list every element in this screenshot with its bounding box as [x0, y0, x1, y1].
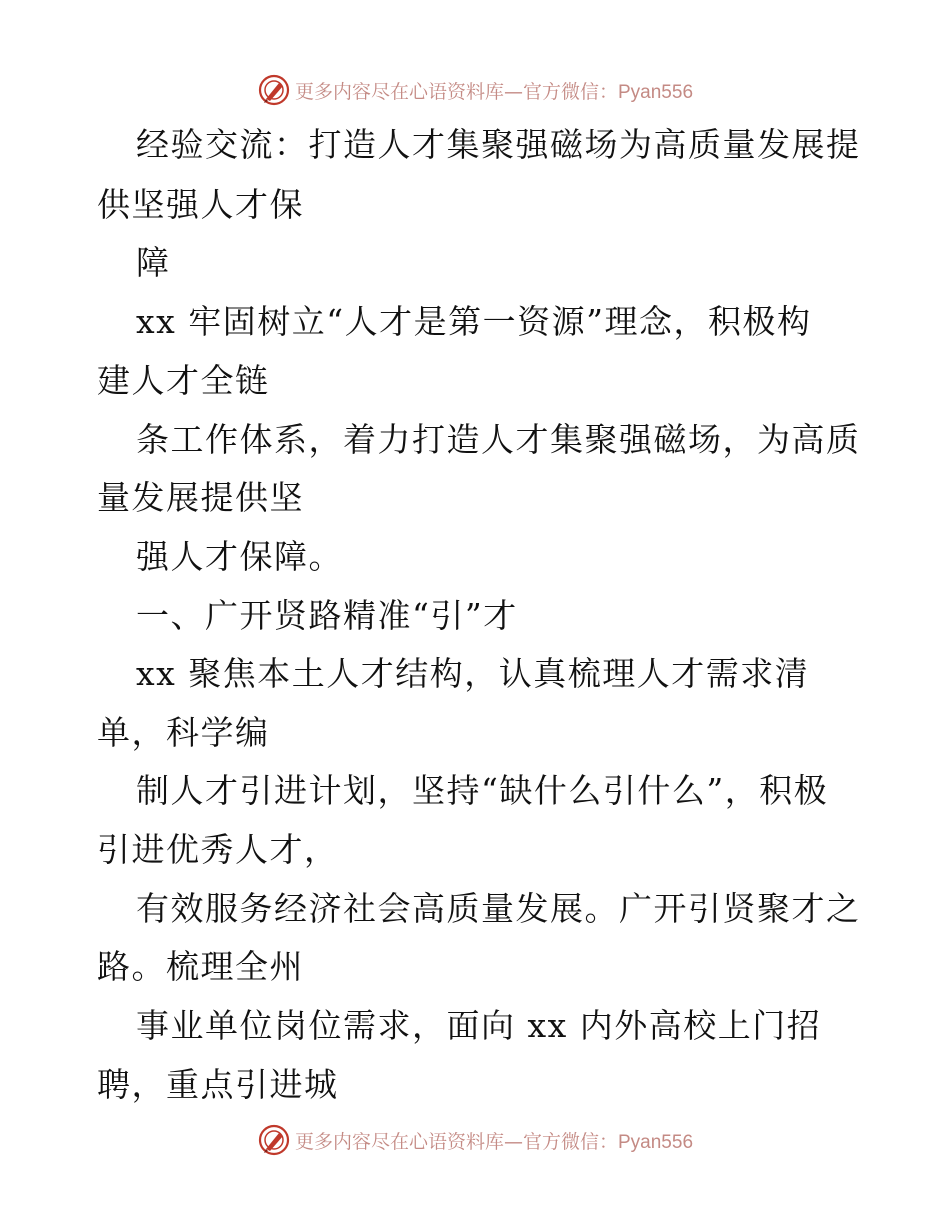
- watermark-contact: 官方微信：: [522, 80, 618, 103]
- text-line-11: 单，科学编: [97, 713, 270, 752]
- text-line-17: 聘，重点引进城: [97, 1065, 339, 1104]
- watermark-brand: 更多内容尽在心语资料库: [294, 80, 504, 103]
- watermark-banner-top: [0, 68, 950, 112]
- watermark-text: [295, 1127, 693, 1154]
- text-line-1: 经验交流：打造人才集聚强磁场为高质量发展提: [136, 125, 861, 164]
- pen-logo-icon: [257, 73, 291, 107]
- text-line-14: 有效服务经济社会高质量发展。广开引贤聚才之: [136, 889, 861, 928]
- watermark-brand: 更多内容尽在心语资料库: [294, 1130, 504, 1153]
- text-line-2: 供坚强人才保: [97, 185, 304, 224]
- pen-logo-icon: [257, 1123, 291, 1157]
- text-line-16: 事业单位岗位需求，面向 xx 内外高校上门招: [136, 1006, 822, 1045]
- watermark-dash: —: [503, 80, 523, 103]
- text-line-10: xx 聚焦本土人才结构，认真梳理人才需求清: [136, 654, 810, 693]
- text-line-5: 建人才全链: [97, 361, 270, 400]
- watermark-wechat-id: Pyan556: [618, 81, 694, 103]
- text-line-6: 条工作体系，着力打造人才集聚强磁场，为高质: [136, 420, 861, 459]
- text-line-4: xx 牢固树立“人才是第一资源”理念，积极构: [136, 302, 812, 341]
- text-line-12: 制人才引进计划，坚持“缺什么引什么”，积极: [136, 771, 829, 810]
- text-line-15: 路。梳理全州: [97, 947, 304, 986]
- watermark-text: [295, 77, 693, 104]
- watermark-wechat-id: Pyan556: [618, 1131, 694, 1153]
- watermark-banner-bottom: [0, 1118, 950, 1162]
- text-line-7: 量发展提供坚: [97, 478, 304, 517]
- watermark-dash: —: [503, 1130, 523, 1153]
- text-line-3: 障: [136, 243, 171, 282]
- text-line-13: 引进优秀人才，: [97, 830, 339, 869]
- text-line-8: 强人才保障。: [136, 537, 343, 576]
- watermark-contact: 官方微信：: [522, 1130, 618, 1153]
- text-line-9: 一、广开贤路精准“引”才: [136, 596, 518, 635]
